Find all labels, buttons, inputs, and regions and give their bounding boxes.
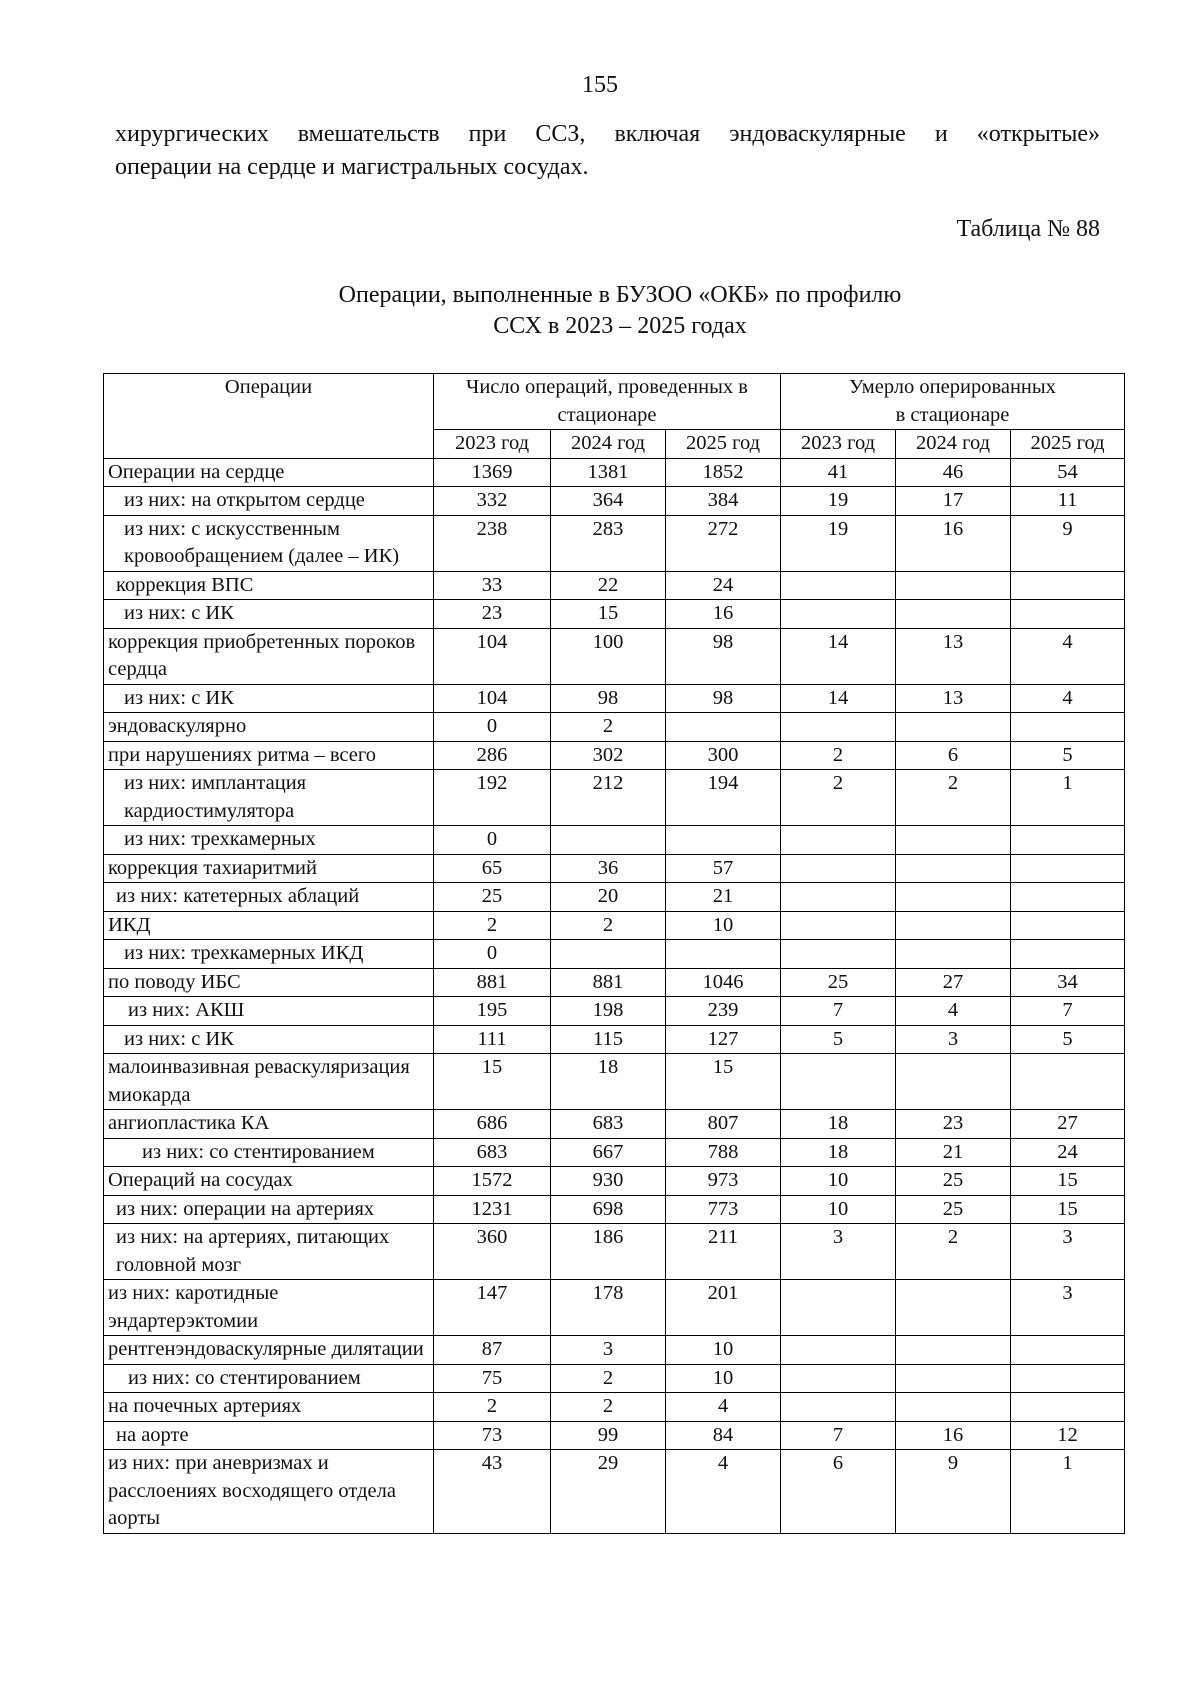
deaths-count-cell: [1011, 600, 1125, 629]
row-label: коррекция тахиаритмий: [104, 854, 434, 883]
deaths-count-cell: [1011, 883, 1125, 912]
operations-count-cell: 3: [551, 1336, 666, 1365]
row-label: из них: имплантация кардиостимулятора: [104, 770, 434, 826]
operations-count-cell: 194: [666, 770, 781, 826]
table-row: [104, 1224, 1125, 1280]
row-label: из них: со стентированием: [104, 1138, 434, 1167]
deaths-count-cell: 16: [896, 1421, 1011, 1450]
table-row: [104, 1336, 1125, 1365]
operations-count-cell: 87: [434, 1336, 551, 1365]
row-label: из них: с искусственным кровообращением (далее – ИК): [104, 515, 434, 571]
deaths-count-cell: 7: [1011, 997, 1125, 1026]
operations-count-cell: 57: [666, 854, 781, 883]
deaths-count-cell: 3: [781, 1224, 896, 1280]
deaths-count-cell: 3: [896, 1025, 1011, 1054]
deaths-count-cell: 9: [896, 1450, 1011, 1534]
operations-count-cell: 186: [551, 1224, 666, 1280]
operations-count-cell: 973: [666, 1167, 781, 1196]
operations-count-cell: 98: [666, 628, 781, 684]
operations-count-cell: 100: [551, 628, 666, 684]
deaths-count-cell: 5: [1011, 741, 1125, 770]
table-row: [104, 940, 1125, 969]
deaths-count-cell: [896, 854, 1011, 883]
operations-count-cell: 211: [666, 1224, 781, 1280]
deaths-count-cell: 9: [1011, 515, 1125, 571]
row-label: ангиопластика КА: [104, 1110, 434, 1139]
table-row: [104, 826, 1125, 855]
deaths-count-cell: [896, 1393, 1011, 1422]
operations-count-cell: 73: [434, 1421, 551, 1450]
operations-count-cell: [551, 940, 666, 969]
operations-count-cell: 98: [551, 684, 666, 713]
operations-count-cell: 364: [551, 487, 666, 516]
deaths-count-cell: [896, 883, 1011, 912]
operations-count-cell: 24: [666, 571, 781, 600]
header-deaths-line-2: в стационаре: [895, 403, 1010, 426]
table-row: [104, 770, 1125, 826]
deaths-count-cell: 4: [1011, 628, 1125, 684]
operations-count-cell: 384: [666, 487, 781, 516]
deaths-count-cell: [896, 600, 1011, 629]
header-deaths-line-1: Умерло оперированных: [849, 376, 1056, 398]
operations-count-cell: 99: [551, 1421, 666, 1450]
deaths-count-cell: 5: [1011, 1025, 1125, 1054]
deaths-count-cell: 2: [896, 1224, 1011, 1280]
row-label: на почечных артериях: [104, 1393, 434, 1422]
deaths-count-cell: [781, 940, 896, 969]
header-operations: Операции: [104, 374, 434, 459]
header-year: 2023 год: [434, 430, 551, 459]
deaths-count-cell: 15: [1011, 1167, 1125, 1196]
table-row: [104, 741, 1125, 770]
operations-count-cell: 84: [666, 1421, 781, 1450]
operations-count-cell: 2: [434, 911, 551, 940]
operations-count-cell: 881: [551, 968, 666, 997]
operations-count-cell: [666, 713, 781, 742]
operations-count-cell: 192: [434, 770, 551, 826]
deaths-count-cell: 7: [781, 997, 896, 1026]
deaths-count-cell: [781, 1280, 896, 1336]
operations-count-cell: 286: [434, 741, 551, 770]
deaths-count-cell: [1011, 713, 1125, 742]
deaths-count-cell: [896, 911, 1011, 940]
deaths-count-cell: [781, 571, 896, 600]
operations-count-cell: 238: [434, 515, 551, 571]
operations-count-cell: 300: [666, 741, 781, 770]
header-deaths-group: [781, 374, 1125, 430]
deaths-count-cell: 46: [896, 458, 1011, 487]
header-year: 2023 год: [781, 430, 896, 459]
deaths-count-cell: [781, 883, 896, 912]
table-body: [104, 458, 1125, 1533]
deaths-count-cell: [1011, 911, 1125, 940]
table-caption: [0, 280, 1200, 342]
deaths-count-cell: 25: [896, 1167, 1011, 1196]
table-row: [104, 487, 1125, 516]
table-row: [104, 600, 1125, 629]
operations-count-cell: 65: [434, 854, 551, 883]
deaths-count-cell: 19: [781, 515, 896, 571]
table-row: [104, 1364, 1125, 1393]
table-row: [104, 1393, 1125, 1422]
operations-count-cell: 104: [434, 684, 551, 713]
operations-count-cell: 104: [434, 628, 551, 684]
table-row: [104, 997, 1125, 1026]
deaths-count-cell: [1011, 1054, 1125, 1110]
table-row: [104, 458, 1125, 487]
operations-count-cell: 15: [666, 1054, 781, 1110]
deaths-count-cell: [896, 713, 1011, 742]
operations-count-cell: 178: [551, 1280, 666, 1336]
table-caption-line-2: ССХ в 2023 – 2025 годах: [493, 313, 747, 339]
operations-count-cell: 15: [551, 600, 666, 629]
deaths-count-cell: 4: [1011, 684, 1125, 713]
operations-count-cell: 20: [551, 883, 666, 912]
operations-count-cell: 16: [666, 600, 781, 629]
deaths-count-cell: [781, 600, 896, 629]
table-row: [104, 628, 1125, 684]
intro-paragraph: [115, 118, 1100, 184]
operations-count-cell: 195: [434, 997, 551, 1026]
table-row: [104, 1110, 1125, 1139]
intro-line-2: операции на сердце и магистральных сосудах.: [115, 154, 589, 180]
header-year: 2025 год: [1011, 430, 1125, 459]
operations-count-cell: 302: [551, 741, 666, 770]
deaths-count-cell: [781, 854, 896, 883]
table-row: [104, 1450, 1125, 1534]
deaths-count-cell: [896, 1280, 1011, 1336]
operations-count-cell: 1046: [666, 968, 781, 997]
table-row: [104, 911, 1125, 940]
operations-count-cell: 1381: [551, 458, 666, 487]
row-label: из них: при аневризмах и расслоениях восходящего отдела аорты: [104, 1450, 434, 1534]
operations-count-cell: 10: [666, 911, 781, 940]
deaths-count-cell: 27: [896, 968, 1011, 997]
operations-count-cell: 98: [666, 684, 781, 713]
deaths-count-cell: 15: [1011, 1195, 1125, 1224]
deaths-count-cell: 21: [896, 1138, 1011, 1167]
deaths-count-cell: [1011, 1336, 1125, 1365]
operations-count-cell: 18: [551, 1054, 666, 1110]
deaths-count-cell: 11: [1011, 487, 1125, 516]
deaths-count-cell: 16: [896, 515, 1011, 571]
operations-count-cell: 686: [434, 1110, 551, 1139]
row-label: из них: каротидные эндартерэктомии: [104, 1280, 434, 1336]
operations-count-cell: 1369: [434, 458, 551, 487]
table-row: [104, 1421, 1125, 1450]
intro-line-1: хирургических вмешательств при ССЗ, включая эндоваскулярные и «открытые»: [115, 121, 1100, 147]
deaths-count-cell: [896, 826, 1011, 855]
operations-count-cell: 21: [666, 883, 781, 912]
operations-table: [103, 373, 1125, 1534]
deaths-count-cell: 2: [781, 770, 896, 826]
deaths-count-cell: [781, 1336, 896, 1365]
operations-count-cell: 201: [666, 1280, 781, 1336]
operations-count-cell: 33: [434, 571, 551, 600]
deaths-count-cell: 34: [1011, 968, 1125, 997]
table-row: [104, 968, 1125, 997]
deaths-count-cell: 19: [781, 487, 896, 516]
operations-count-cell: 807: [666, 1110, 781, 1139]
row-label: из них: на открытом сердце: [104, 487, 434, 516]
deaths-count-cell: [896, 571, 1011, 600]
operations-count-cell: [666, 940, 781, 969]
deaths-count-cell: [896, 1364, 1011, 1393]
deaths-count-cell: 3: [1011, 1280, 1125, 1336]
deaths-count-cell: 13: [896, 628, 1011, 684]
operations-count-cell: 667: [551, 1138, 666, 1167]
deaths-count-cell: 5: [781, 1025, 896, 1054]
deaths-count-cell: 10: [781, 1195, 896, 1224]
deaths-count-cell: [1011, 1393, 1125, 1422]
table-row: [104, 1167, 1125, 1196]
row-label: ИКД: [104, 911, 434, 940]
row-label: из них: с ИК: [104, 684, 434, 713]
operations-count-cell: 43: [434, 1450, 551, 1534]
row-label: Операций на сосудах: [104, 1167, 434, 1196]
row-label: из них: катетерных аблаций: [104, 883, 434, 912]
deaths-count-cell: 25: [896, 1195, 1011, 1224]
row-label: из них: трехкамерных: [104, 826, 434, 855]
row-label: коррекция приобретенных пороков сердца: [104, 628, 434, 684]
operations-count-cell: 111: [434, 1025, 551, 1054]
row-label: на аорте: [104, 1421, 434, 1450]
operations-count-cell: 1852: [666, 458, 781, 487]
row-label: из них: со стентированием: [104, 1364, 434, 1393]
deaths-count-cell: 1: [1011, 1450, 1125, 1534]
deaths-count-cell: 13: [896, 684, 1011, 713]
operations-count-cell: 22: [551, 571, 666, 600]
operations-count-cell: 0: [434, 826, 551, 855]
page-number: 155: [582, 72, 618, 98]
deaths-count-cell: 3: [1011, 1224, 1125, 1280]
row-label: малоинвазивная реваскуляризация миокарда: [104, 1054, 434, 1110]
operations-count-cell: 212: [551, 770, 666, 826]
deaths-count-cell: [781, 713, 896, 742]
operations-count-cell: 115: [551, 1025, 666, 1054]
deaths-count-cell: 41: [781, 458, 896, 487]
deaths-count-cell: [1011, 940, 1125, 969]
operations-count-cell: 1231: [434, 1195, 551, 1224]
header-year: 2024 год: [551, 430, 666, 459]
row-label: из них: с ИК: [104, 1025, 434, 1054]
deaths-count-cell: 54: [1011, 458, 1125, 487]
row-label: рентгенэндоваскулярные дилятации: [104, 1336, 434, 1365]
deaths-count-cell: 18: [781, 1110, 896, 1139]
operations-count-cell: 2: [551, 1364, 666, 1393]
operations-count-cell: 788: [666, 1138, 781, 1167]
deaths-count-cell: 4: [896, 997, 1011, 1026]
operations-count-cell: 2: [551, 1393, 666, 1422]
row-label: эндоваскулярно: [104, 713, 434, 742]
operations-count-cell: 4: [666, 1393, 781, 1422]
operations-count-cell: 683: [551, 1110, 666, 1139]
table-row: [104, 1138, 1125, 1167]
deaths-count-cell: 10: [781, 1167, 896, 1196]
deaths-count-cell: 6: [896, 741, 1011, 770]
operations-count-cell: 10: [666, 1336, 781, 1365]
deaths-count-cell: [781, 1364, 896, 1393]
table-caption-line-1: Операции, выполненные в БУЗОО «ОКБ» по профилю: [338, 282, 902, 308]
deaths-count-cell: [781, 911, 896, 940]
deaths-count-cell: 12: [1011, 1421, 1125, 1450]
operations-count-cell: 10: [666, 1364, 781, 1393]
row-label: из них: АКШ: [104, 997, 434, 1026]
table-header-row: [104, 374, 1125, 430]
operations-count-cell: 1572: [434, 1167, 551, 1196]
operations-count-cell: 773: [666, 1195, 781, 1224]
operations-count-cell: 2: [434, 1393, 551, 1422]
operations-count-cell: 2: [551, 911, 666, 940]
row-label: по поводу ИБС: [104, 968, 434, 997]
deaths-count-cell: 2: [896, 770, 1011, 826]
row-label: из них: операции на артериях: [104, 1195, 434, 1224]
operations-count-cell: 23: [434, 600, 551, 629]
row-label: из них: с ИК: [104, 600, 434, 629]
deaths-count-cell: [896, 1054, 1011, 1110]
table-row: [104, 883, 1125, 912]
deaths-count-cell: [1011, 854, 1125, 883]
deaths-count-cell: 7: [781, 1421, 896, 1450]
operations-count-cell: 0: [434, 940, 551, 969]
deaths-count-cell: 23: [896, 1110, 1011, 1139]
operations-count-cell: 15: [434, 1054, 551, 1110]
operations-count-cell: 881: [434, 968, 551, 997]
operations-count-cell: [666, 826, 781, 855]
operations-count-cell: 360: [434, 1224, 551, 1280]
deaths-count-cell: [781, 1393, 896, 1422]
operations-count-cell: 272: [666, 515, 781, 571]
row-label: при нарушениях ритма – всего: [104, 741, 434, 770]
operations-count-cell: 127: [666, 1025, 781, 1054]
operations-count-cell: 75: [434, 1364, 551, 1393]
deaths-count-cell: 2: [781, 741, 896, 770]
deaths-count-cell: 14: [781, 684, 896, 713]
operations-count-cell: 147: [434, 1280, 551, 1336]
row-label: из них: трехкамерных ИКД: [104, 940, 434, 969]
table-row: [104, 515, 1125, 571]
operations-count-cell: 4: [666, 1450, 781, 1534]
operations-count-cell: [551, 826, 666, 855]
operations-count-cell: 332: [434, 487, 551, 516]
deaths-count-cell: [781, 1054, 896, 1110]
operations-count-cell: 283: [551, 515, 666, 571]
deaths-count-cell: [781, 826, 896, 855]
deaths-count-cell: 27: [1011, 1110, 1125, 1139]
deaths-count-cell: 1: [1011, 770, 1125, 826]
row-label: из них: на артериях, питающих головной мозг: [104, 1224, 434, 1280]
deaths-count-cell: 6: [781, 1450, 896, 1534]
deaths-count-cell: [1011, 571, 1125, 600]
deaths-count-cell: [1011, 1364, 1125, 1393]
operations-count-cell: 2: [551, 713, 666, 742]
header-count-group: Число операций, проведенных в стационаре: [434, 374, 781, 430]
operations-count-cell: 0: [434, 713, 551, 742]
operations-count-cell: 930: [551, 1167, 666, 1196]
operations-count-cell: 698: [551, 1195, 666, 1224]
header-year: 2024 год: [896, 430, 1011, 459]
operations-count-cell: 25: [434, 883, 551, 912]
operations-count-cell: 198: [551, 997, 666, 1026]
table-row: [104, 1280, 1125, 1336]
table-row: [104, 1195, 1125, 1224]
deaths-count-cell: [1011, 826, 1125, 855]
operations-count-cell: 239: [666, 997, 781, 1026]
operations-count-cell: 36: [551, 854, 666, 883]
row-label: Операции на сердце: [104, 458, 434, 487]
operations-count-cell: 29: [551, 1450, 666, 1534]
deaths-count-cell: 14: [781, 628, 896, 684]
deaths-count-cell: 18: [781, 1138, 896, 1167]
row-label: коррекция ВПС: [104, 571, 434, 600]
deaths-count-cell: 17: [896, 487, 1011, 516]
table-row: [104, 1054, 1125, 1110]
header-year: 2025 год: [666, 430, 781, 459]
deaths-count-cell: [896, 940, 1011, 969]
operations-count-cell: 683: [434, 1138, 551, 1167]
table-row: [104, 854, 1125, 883]
table-row: [104, 571, 1125, 600]
deaths-count-cell: [896, 1336, 1011, 1365]
table-row: [104, 713, 1125, 742]
deaths-count-cell: 25: [781, 968, 896, 997]
table-row: [104, 1025, 1125, 1054]
table-row: [104, 684, 1125, 713]
table-number: Таблица № 88: [956, 216, 1100, 242]
deaths-count-cell: 24: [1011, 1138, 1125, 1167]
